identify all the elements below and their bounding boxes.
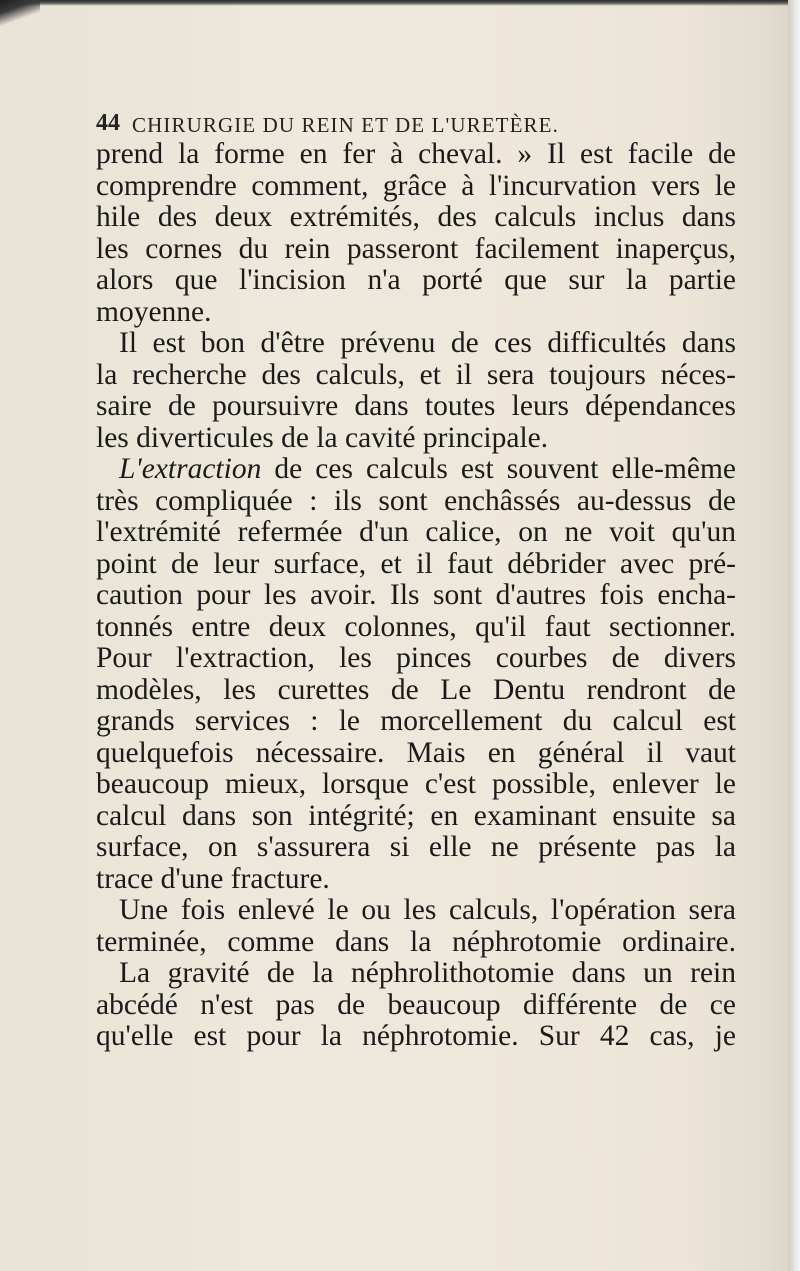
scan-corner-shadow: [0, 0, 40, 30]
text-line: qu'elle est pour la néphrotomie. Sur 42 cas, je: [96, 1020, 736, 1052]
header-title: CHIRURGIE DU REIN ET DE L'URETÈRE.: [132, 113, 559, 137]
text-line: comprendre comment, grâce à l'incurvation vers le: [96, 169, 736, 202]
scan-top-shadow: [0, 0, 800, 6]
text-line: Une fois enlevé le ou les calculs, l'opération sera: [119, 894, 736, 926]
text-line: Il est bon d'être prévenu de ces difficultés dans: [119, 327, 736, 359]
text-line: moyenne.: [96, 295, 212, 328]
text-line-rest: de ces calculs est souvent elle-même: [274, 453, 737, 485]
text-line: terminée, comme dans la néphrotomie ordinaire.: [96, 925, 736, 958]
italic-lead: L'extraction: [119, 453, 262, 485]
text-line-with-italic: [96, 454, 736, 486]
text-line: saire de poursuivre dans toutes leurs dépendances: [96, 390, 736, 422]
text-line: trace d'une fracture.: [96, 862, 330, 895]
text-line: point de leur surface, et il faut débrider avec pré-: [96, 547, 736, 580]
page-number: 44: [96, 110, 120, 136]
text-line: quelquefois nécessaire. Mais en général il vaut: [96, 736, 736, 769]
body-text: [96, 139, 736, 1053]
text-line: caution pour les avoir. Ils sont d'autres fois encha-: [96, 579, 736, 611]
text-line: Pour l'extraction, les pinces courbes de divers: [96, 642, 736, 674]
text-line: très compliquée : ils sont enchâssés au-dessus de: [96, 484, 736, 517]
text-line: la recherche des calculs, et il sera toujours néces-: [96, 358, 736, 391]
running-head: [96, 110, 716, 140]
text-line: abcédé n'est pas de beaucoup différente de ce: [96, 988, 736, 1021]
text-line: l'extrémité refermée d'un calice, on ne voit qu'un: [96, 516, 736, 548]
text-line: beaucoup mieux, lorsque c'est possible, enlever le: [96, 768, 736, 800]
text-line: hile des deux extrémités, des calculs inclus dans: [96, 201, 736, 233]
scan-right-edge: [788, 0, 800, 1271]
text-line: grands services : le morcellement du calcul est: [96, 705, 736, 737]
text-line: La gravité de la néphrolithotomie dans un rein: [119, 957, 736, 989]
text-line: surface, on s'assurera si elle ne présente pas la: [96, 831, 736, 863]
text-line: tonnés entre deux colonnes, qu'il faut sectionner.: [96, 610, 736, 643]
text-line: les diverticules de la cavité principale.: [96, 421, 549, 454]
text-line: les cornes du rein passeront facilement inaperçus,: [96, 232, 736, 265]
text-line: alors que l'incision n'a porté que sur la partie: [96, 264, 736, 296]
text-line: calcul dans son intégrité; en examinant ensuite sa: [96, 799, 736, 832]
text-line: prend la forme en fer à cheval. » Il est facile de: [96, 138, 736, 170]
text-line: modèles, les curettes de Le Dentu rendront de: [96, 673, 736, 706]
